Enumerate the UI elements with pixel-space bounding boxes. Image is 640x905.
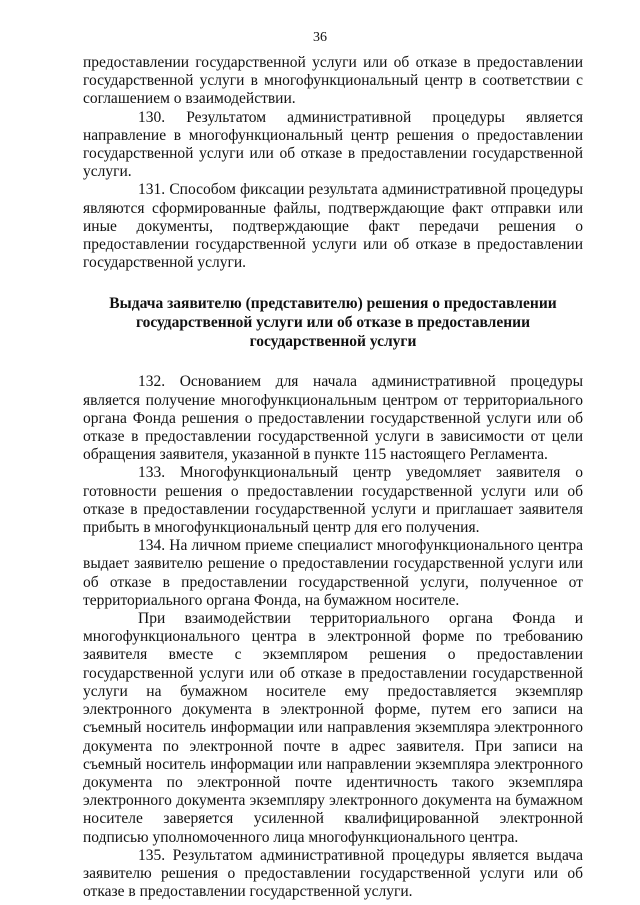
paragraph-interaction: При взаимодействии территориального органа Фонда и многофункционального центра в электронной форме по требованию заявителя вместе с экземпляром решения о предоставлении государственной услуги или об отказе в предоставлении государственной услуги на бумажном носителе ему предоставляется экземпляр электронного документа в электронной форме, путем его записи на съемный носитель информации или направления экземпляра электронного документа по электронной почте в адрес заявителя. При записи на съемный носитель информации или направлении экземпляра электронного документа по электронной почте идентичность такого экземпляра электронного документа экземпляру электронного документа на бумажном носителе заверяется усиленной квалифицированной электронной подписью уполномоченного лица многофункционального центра. [83, 610, 583, 846]
section-heading-line-1: Выдача заявителю (представителю) решения о предоставлении [109, 295, 557, 313]
paragraph-134: 134. На личном приеме специалист многофункционального центра выдает заявителю решение о предоставлении государственной услуги или об отказе в предоставлении государственной услуги, полученное от территориального органа Фонда, на бумажном носителе. [83, 537, 583, 609]
section-heading-line-3: государственной услуги [249, 333, 417, 351]
paragraph-132: 132. Основанием для начала административной процедуры является получение многофункциональным центром от территориального органа Фонда решения о предоставлении государственной услуги или об отказе в предоставлении государственной услуги в зависимости от цели обращения заявителя, указанной в пункте 115 настоящего Регламента. [83, 373, 583, 464]
paragraph-131: 131. Способом фиксации результата административной процедуры являются сформированные файлы, подтверждающие факт отправки или иные документы, подтверждающие факт передачи решения о предоставлении государственной услуги или об отказе в предоставлении государственной услуги. [83, 181, 583, 272]
section-heading [83, 294, 583, 351]
paragraph-133: 133. Многофункциональный центр уведомляет заявителя о готовности решения о предоставлении государственной услуги или об отказе в предоставлении государственной услуги и приглашает заявителя прибыть в многофункциональный центр для его получения. [83, 464, 583, 537]
page-number: 36 [313, 30, 327, 45]
paragraph-continuation: предоставлении государственной услуги или об отказе в предоставлении государственной услуги в многофункциональный центр в соответствии с соглашением о взаимодействии. [83, 54, 583, 108]
document-body [83, 54, 583, 901]
paragraph-130: 130. Результатом административной процедуры является направление в многофункциональный центр решения о предоставлении государственной услуги или об отказе в предоставлении государственной услуги. [83, 108, 583, 181]
section-heading-line-2: государственной услуги или об отказе в предоставлении [135, 314, 531, 332]
paragraph-135: 135. Результатом административной процедуры является выдача заявителю решения о предоставлении государственной услуги или об отказе в предоставлении государственной услуги. [83, 846, 583, 901]
